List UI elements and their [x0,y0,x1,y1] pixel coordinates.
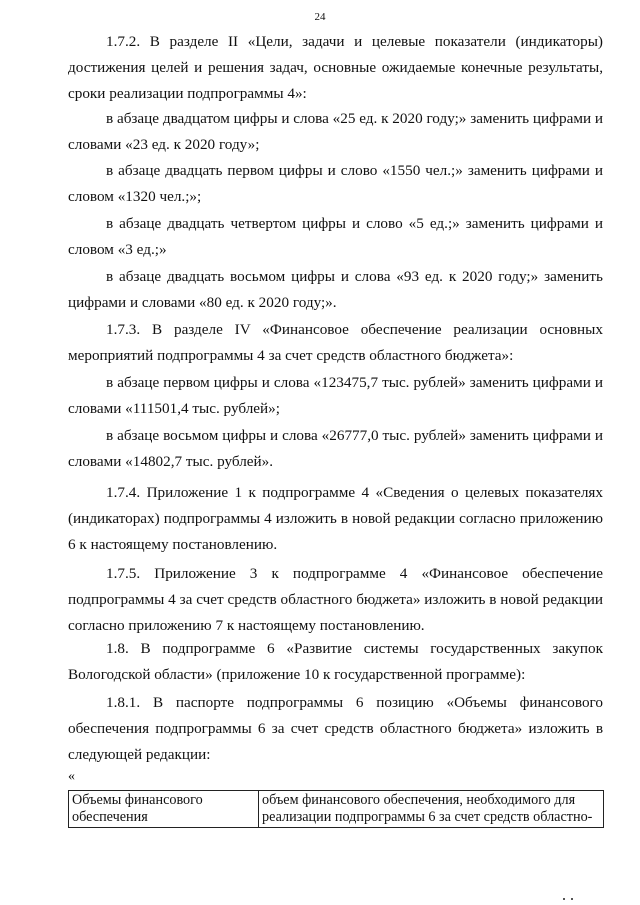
paragraph-1-8: 1.8. В подпрограмме 6 «Развитие системы государственных закупок Вологодской области» (приложение 10 к государственной программе): [68,640,603,683]
paragraph-1-7-4: 1.7.4. Приложение 1 к подпрограмме 4 «Сведения о целевых показателях (индикаторах) подпрограммы 4 изложить в новой редакции согласно приложению 6 к настоящему постановлению. [68,484,603,553]
table-cell-value: объем финансового обеспечения, необходимого для реализации подпрограммы 6 за счет средств областно- [259,791,604,828]
paragraph-1-7-3: 1.7.3. В разделе IV «Финансовое обеспечение реализации основных мероприятий подпрограммы 4 за счет средств областного бюджета»: [68,321,603,364]
finance-table [68,790,604,828]
paragraph-1-8-1: 1.8.1. В паспорте подпрограммы 6 позицию «Объемы финансового обеспечения подпрограммы 6 за счет средств областного бюджета» изложить в следующей редакции: [68,694,603,763]
paragraph-abzac-24: в абзаце двадцать четвертом цифры и слово «5 ед.;» заменить цифрами и словом «3 ед.;» [68,215,603,258]
paragraph-abzac-21: в абзаце двадцать первом цифры и слово «1550 чел.;» заменить цифрами и словом «1320 чел.;»; [68,162,603,205]
opening-quote: « [68,769,75,784]
page-number: 24 [314,11,326,23]
table-row [69,791,604,828]
paragraph-abzac-1: в абзаце первом цифры и слова «123475,7 тыс. рублей» заменить цифрами и словами «111501,4 тыс. рублей»; [68,374,603,417]
paragraph-abzac-20: в абзаце двадцатом цифры и слова «25 ед. к 2020 году;» заменить цифрами и словами «23 ед. к 2020 году»; [68,110,603,153]
paragraph-1-7-5: 1.7.5. Приложение 3 к подпрограмме 4 «Финансовое обеспечение подпрограммы 4 за счет средств областного бюджета» изложить в новой редакции согласно приложению 7 к настоящему постановлению. [68,565,603,634]
paragraph-abzac-8: в абзаце восьмом цифры и слова «26777,0 тыс. рублей» заменить цифрами и словами «14802,7 тыс. рублей». [68,427,603,470]
table-cell-label: Объемы финансового обеспечения [69,791,259,828]
paragraph-abzac-28: в абзаце двадцать восьмом цифры и слова «93 ед. к 2020 году;» заменить цифрами и словами «80 ед. к 2020 году;». [68,268,603,311]
scan-dots [563,887,585,889]
paragraph-1-7-2: 1.7.2. В разделе II «Цели, задачи и целевые показатели (индикаторы) достижения целей и решения задач, основные ожидаемые конечные результаты, сроки реализации подпрограммы 4»: [68,33,603,102]
